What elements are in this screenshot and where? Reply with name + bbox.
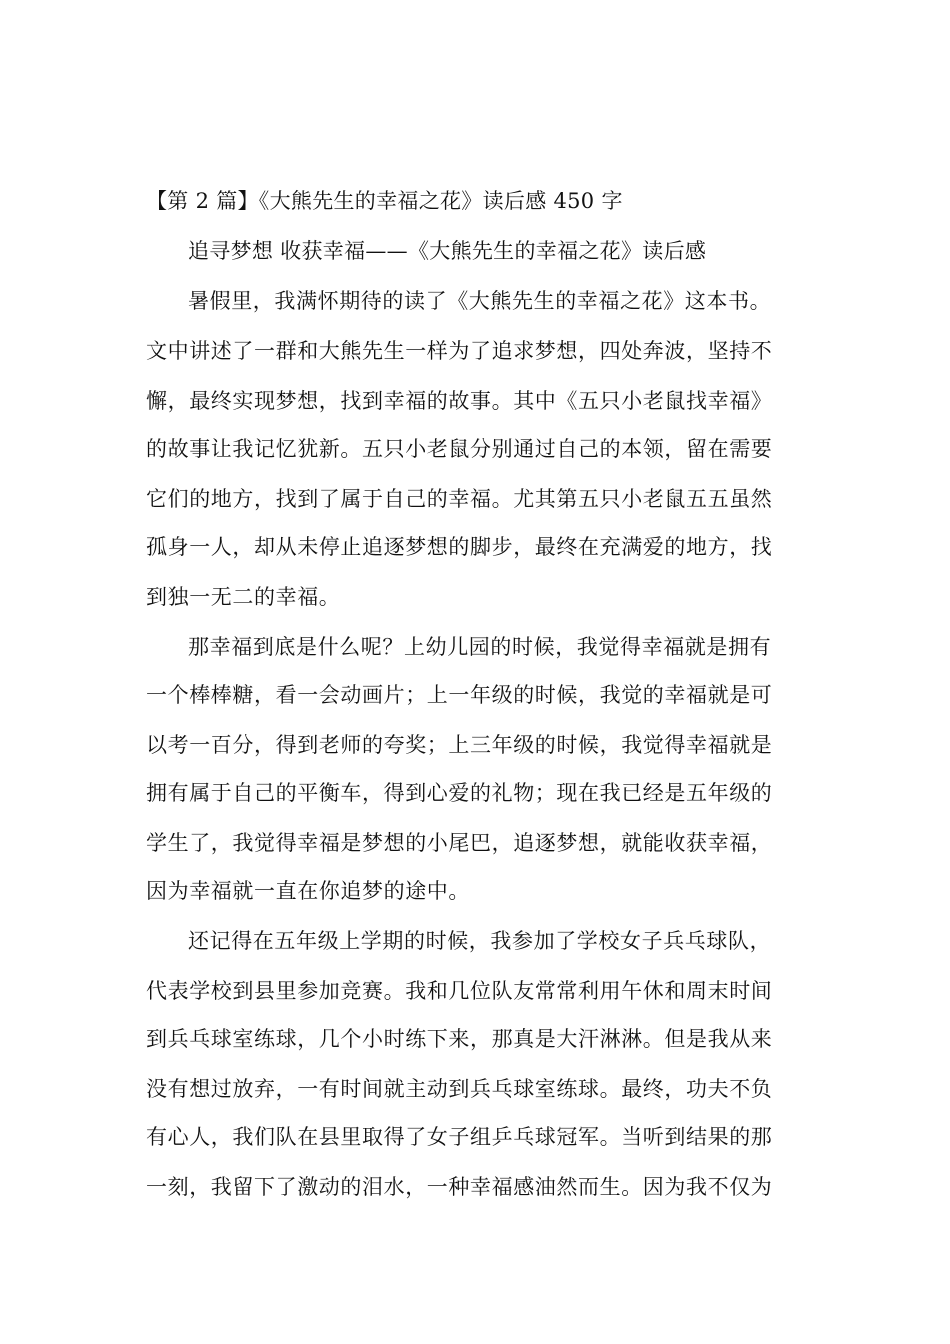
paragraph-line: 那幸福到底是什么呢？上幼儿园的时候，我觉得幸福就是拥有 xyxy=(188,635,772,659)
paragraph-line: 因为幸福就一直在你追梦的途中。 xyxy=(146,879,470,903)
paragraph-line: 到兵乓球室练球，几个小时练下来，那真是大汗淋淋。但是我从来 xyxy=(146,1027,773,1051)
paragraph-line: 文中讲述了一群和大熊先生一样为了追求梦想，四处奔波，坚持不 xyxy=(146,339,773,363)
paragraph-line: 学生了，我觉得幸福是梦想的小尾巴，追逐梦想，就能收获幸福， xyxy=(146,831,773,855)
paragraph-line: 没有想过放弃，一有时间就主动到兵乓球室练球。最终，功夫不负 xyxy=(146,1077,773,1101)
paragraph-line: 拥有属于自己的平衡车，得到心爱的礼物；现在我已经是五年级的 xyxy=(146,781,773,805)
paragraph-line: 一个棒棒糖，看一会动画片；上一年级的时候，我觉的幸福就是可 xyxy=(146,683,773,707)
paragraph-line: 还记得在五年级上学期的时候，我参加了学校女子兵乓球队， xyxy=(188,929,772,953)
paragraph-line: 它们的地方，找到了属于自己的幸福。尤其第五只小老鼠五五虽然 xyxy=(146,487,773,511)
paragraph-line: 暑假里，我满怀期待的读了《大熊先生的幸福之花》这本书。 xyxy=(188,289,772,313)
paragraph-line: 孤身一人，却从未停止追逐梦想的脚步，最终在充满爱的地方，找 xyxy=(146,535,773,559)
paragraph-line: 到独一无二的幸福。 xyxy=(146,585,341,609)
paragraph-line: 一刻，我留下了激动的泪水，一种幸福感油然而生。因为我不仅为 xyxy=(146,1175,773,1199)
article-subtitle: 追寻梦想 收获幸福——《大熊先生的幸福之花》读后感 xyxy=(188,239,707,263)
paragraph-line: 有心人，我们队在县里取得了女子组乒乓球冠军。当听到结果的那 xyxy=(146,1125,773,1149)
article-heading: 【第 2 篇】《大熊先生的幸福之花》读后感 450 字 xyxy=(146,189,623,213)
paragraph-line: 懈，最终实现梦想，找到幸福的故事。其中《五只小老鼠找幸福》 xyxy=(146,389,773,413)
paragraph-line: 以考一百分，得到老师的夸奖；上三年级的时候，我觉得幸福就是 xyxy=(146,733,773,757)
paragraph-line: 代表学校到县里参加竞赛。我和几位队友常常利用午休和周末时间 xyxy=(146,979,773,1003)
paragraph-line: 的故事让我记忆犹新。五只小老鼠分别通过自己的本领，留在需要 xyxy=(146,437,773,461)
